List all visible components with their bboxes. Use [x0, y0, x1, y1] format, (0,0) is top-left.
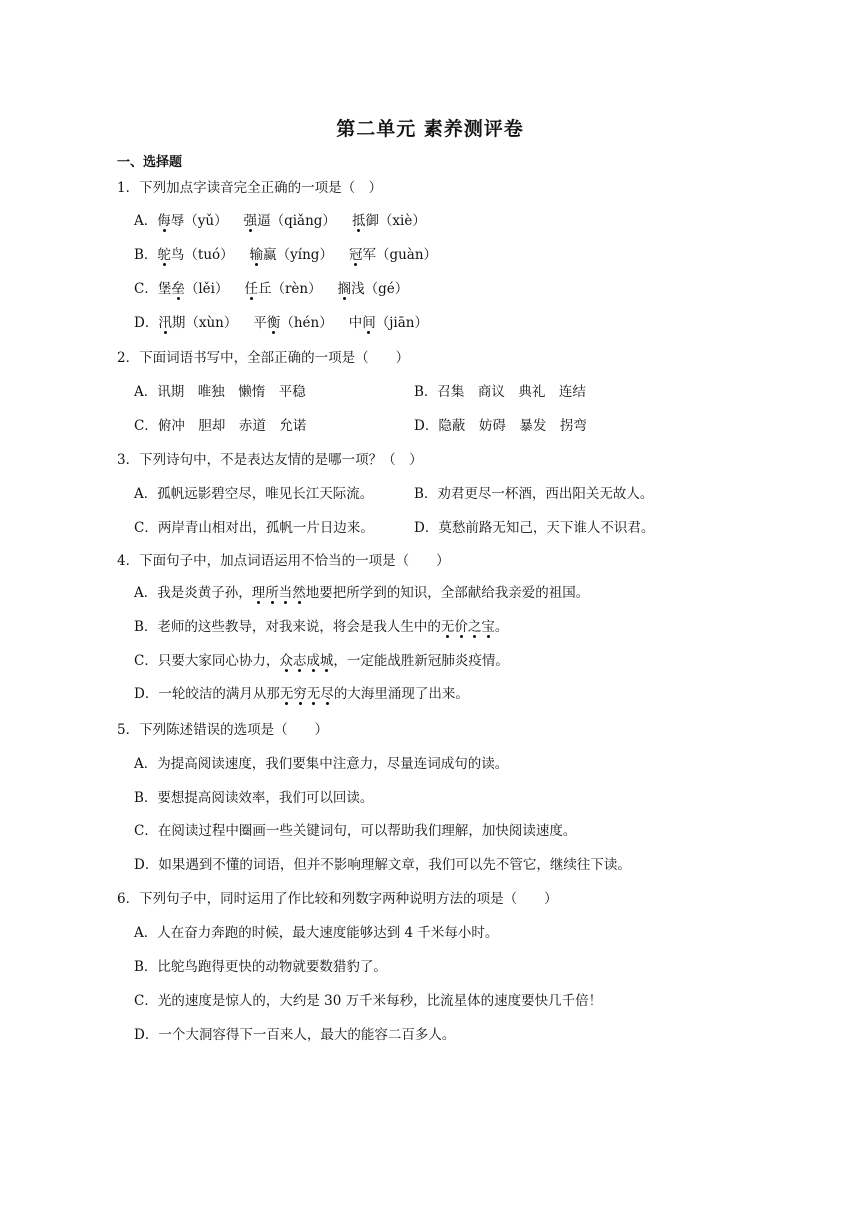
dotted-char: 搁 — [337, 281, 352, 297]
question-4-option-a: A．我是炎黄子孙，理所当然地要把所学到的知识，全部献给我亲爱的祖国。 — [134, 585, 590, 601]
dotted-char: 衡 — [266, 315, 281, 331]
question-6-option-a: A．人在奋力奔跑的时候，最大速度能够达到 4 千米每小时。 — [134, 925, 499, 941]
dotted-char: 城 — [319, 653, 334, 669]
question-3-option-b: B．劝君更尽一杯酒，西出阳关无故人。 — [414, 486, 654, 502]
dotted-char: 价 — [454, 619, 468, 635]
dotted-char: 然 — [292, 585, 306, 601]
question-6-stem: 6．下列句子中，同时运用了作比较和列数字两种说明方法的项是（ ） — [117, 891, 558, 907]
dotted-char: 众 — [279, 653, 293, 669]
question-6-option-c: C．光的速度是惊人的，大约是 30 万千米每秒，比流星体的速度要快几千倍！ — [134, 993, 603, 1009]
question-2-option-a: A．讯期 唯独 懒惰 平稳 — [134, 384, 306, 400]
dotted-word — [252, 585, 306, 601]
dotted-char: 输 — [249, 247, 264, 263]
question-3-stem: 3．下列诗句中，不是表达友情的是哪一项？（ ） — [117, 452, 423, 468]
dotted-char: 无 — [306, 686, 321, 702]
question-4-option-c: C．只要大家同心协力，众志成城，一定能战胜新冠肺炎疫情。 — [134, 653, 509, 669]
dotted-char: 理 — [251, 585, 266, 601]
question-2-option-c: C．俯冲 胆却 赤道 允诺 — [134, 418, 307, 434]
question-1-option-a: A．侮辱（yǔ） 强逼（qiǎng） 抵御（xiè） — [134, 213, 426, 229]
question-2-option-b: B．召集 商议 典礼 连结 — [414, 384, 586, 400]
dotted-char: 无 — [279, 686, 294, 702]
question-4-option-d: D．一轮皎洁的满月从那无穷无尽的大海里涌现了出来。 — [134, 686, 469, 702]
question-4-stem: 4．下面句子中，加点词语运用不恰当的一项是（ ） — [117, 553, 450, 569]
question-5-option-a: A．为提高阅读速度，我们要集中注意力，尽量连词成句的读。 — [134, 756, 509, 772]
page-title: 第二单元 素养测评卷 — [336, 118, 524, 140]
dotted-char: 垒 — [171, 281, 185, 297]
dotted-char: 汛 — [158, 315, 172, 331]
question-2-stem: 2．下面词语书写中，全部正确的一项是（ ） — [117, 350, 410, 366]
dotted-char: 冠 — [348, 247, 363, 263]
dotted-char: 当 — [278, 585, 293, 601]
dotted-word — [441, 619, 495, 635]
question-1-option-c: C．堡垒（lěi） 任丘（rèn） 搁浅（gé） — [134, 281, 409, 297]
question-1-option-d: D．汛期（xùn） 平衡（hén） 中间（jiān） — [134, 315, 428, 331]
question-5-option-c: C．在阅读过程中圈画一些关键词句，可以帮助我们理解，加快阅读速度。 — [134, 823, 577, 839]
question-5-option-d: D．如果遇到不懂的词语，但并不影响理解文章，我们可以先不管它，继续往下读。 — [134, 857, 631, 873]
question-6-option-d: D．一个大洞容得下一百来人，最大的能容二百多人。 — [134, 1027, 456, 1043]
question-5-option-b: B．要想提高阅读效率，我们可以回读。 — [134, 790, 374, 806]
dotted-char: 志 — [292, 653, 307, 669]
dotted-word — [279, 653, 333, 669]
dotted-char: 侮 — [157, 213, 171, 229]
question-3-option-c: C．两岸青山相对出，孤帆一片日边来。 — [134, 520, 374, 536]
question-6-option-b: B．比鸵鸟跑得更快的动物就要数猎豹了。 — [134, 959, 387, 975]
dotted-char: 之 — [467, 619, 482, 635]
dotted-char: 抵 — [351, 213, 366, 229]
section-heading: 一、选择题 — [117, 155, 183, 170]
question-4-option-b: B．老师的这些教导，对我来说，将会是我人生中的无价之宝。 — [134, 619, 509, 635]
dotted-char: 成 — [306, 653, 320, 669]
dotted-char: 宝 — [481, 619, 495, 635]
dotted-char: 所 — [265, 585, 279, 601]
dotted-char: 鸵 — [157, 247, 171, 263]
dotted-char: 穷 — [293, 686, 307, 702]
question-5-stem: 5．下列陈述错误的选项是（ ） — [117, 722, 329, 738]
question-2-option-d: D．隐蔽 妨碍 暴发 拐弯 — [414, 418, 587, 434]
dotted-char: 任 — [244, 281, 258, 297]
dotted-char: 尽 — [320, 686, 334, 702]
question-3-option-d: D．莫愁前路无知己，天下谁人不识君。 — [414, 520, 655, 536]
question-1-option-b: B．鸵鸟（tuó） 输赢（yíng） 冠军（guàn） — [134, 247, 438, 263]
question-1-stem: 1．下列加点字读音完全正确的一项是（ ） — [117, 180, 383, 196]
dotted-char: 间 — [362, 315, 376, 331]
dotted-word — [280, 686, 334, 702]
question-3-option-a: A．孤帆远影碧空尽，唯见长江天际流。 — [134, 486, 374, 502]
dotted-char: 无 — [440, 619, 455, 635]
dotted-char: 强 — [243, 213, 258, 229]
